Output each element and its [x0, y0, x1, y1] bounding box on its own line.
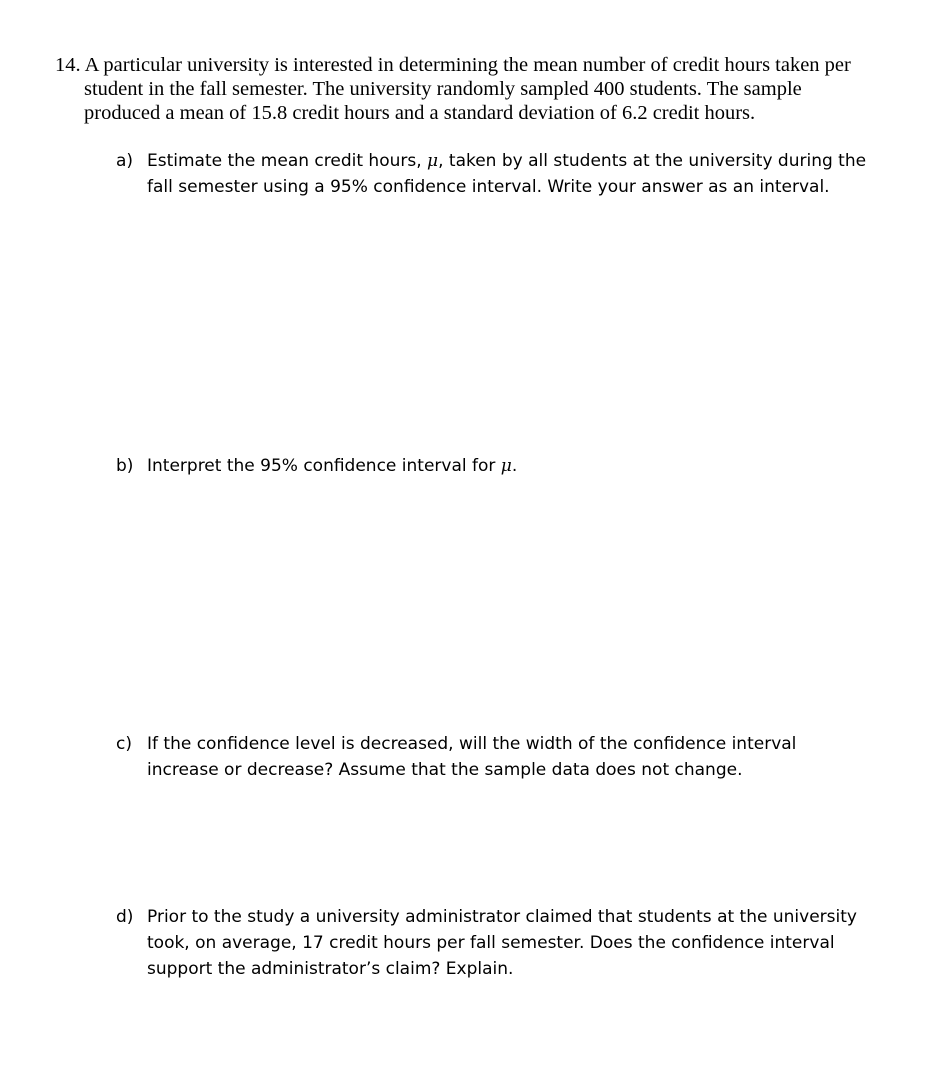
question-text-line-1: A particular university is interested in determining the mean number of credit hours taken per — [84, 54, 851, 76]
question-line-1 — [55, 53, 875, 77]
part-a-letter: a) — [116, 151, 134, 171]
part-a — [116, 148, 876, 200]
part-c-line-2: increase or decrease? Assume that the sample data does not change. — [147, 760, 743, 780]
part-c — [116, 731, 876, 783]
question-number: 14. — [55, 54, 81, 76]
part-d-line-2: took, on average, 17 credit hours per fall semester. Does the confidence interval — [147, 933, 835, 953]
part-a-text-pre: Estimate the mean credit hours, — [147, 151, 428, 171]
part-c-letter: c) — [116, 734, 132, 754]
mu-symbol: μ — [500, 456, 512, 476]
part-a-line-2: fall semester using a 95% confidence interval. Write your answer as an interval. — [147, 177, 830, 197]
question-text-line-2: student in the fall semester. The university randomly sampled 400 students. The sample — [84, 78, 802, 100]
part-b — [116, 453, 876, 479]
question-14 — [55, 53, 875, 125]
mu-symbol: μ — [427, 151, 439, 171]
part-c-line-1: If the confidence level is decreased, will the width of the confidence interval — [147, 734, 797, 754]
question-text-line-3: produced a mean of 15.8 credit hours and a standard deviation of 6.2 credit hours. — [84, 102, 756, 124]
part-a-text-post: , taken by all students at the university during the — [438, 151, 867, 171]
part-d-line-1: Prior to the study a university administrator claimed that students at the university — [147, 907, 857, 927]
part-d — [116, 904, 876, 982]
part-a-line-1 — [147, 148, 876, 174]
part-b-text-pre: Interpret the 95% confidence interval for — [147, 456, 501, 476]
part-b-line-1 — [147, 453, 876, 479]
part-b-text-post: . — [511, 456, 518, 476]
part-d-letter: d) — [116, 907, 134, 927]
part-d-line-3: support the administrator’s claim? Explain. — [147, 959, 514, 979]
part-b-letter: b) — [116, 456, 134, 476]
